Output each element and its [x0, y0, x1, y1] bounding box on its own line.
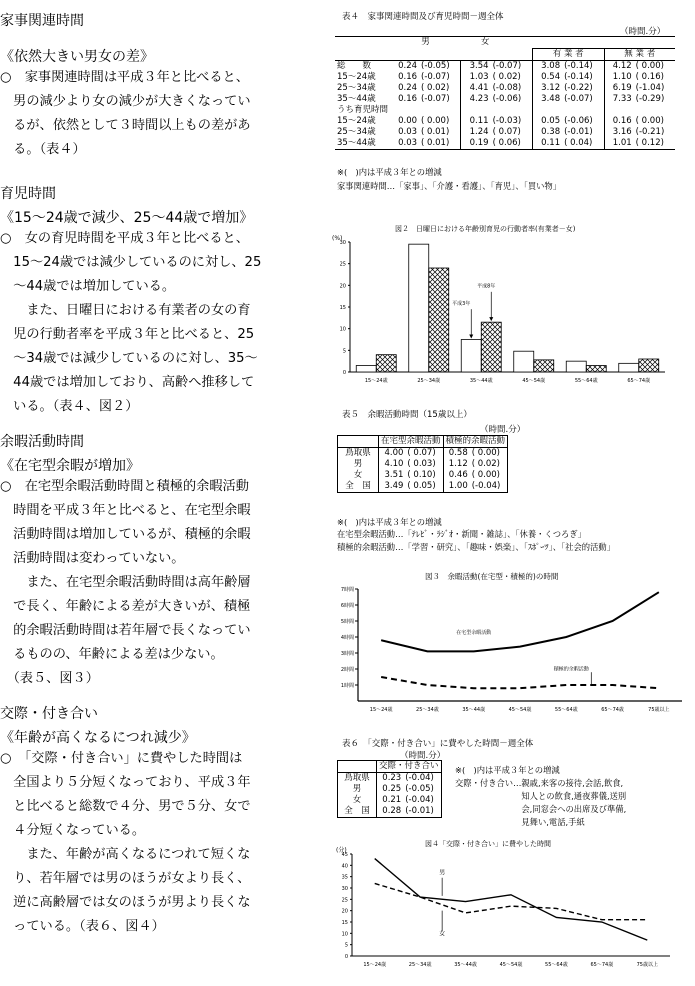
- table-cell: 1.24: [461, 127, 491, 138]
- table-cell: [562, 105, 604, 116]
- paragraph-line: ～44歳では増加している。: [0, 279, 176, 294]
- table-row: [338, 470, 508, 481]
- paragraph-line: 逆に高齢層では女のほうが男より長くな: [0, 895, 251, 910]
- table-cell: 0.03: [398, 137, 418, 148]
- y-tick-label: 30: [341, 886, 348, 892]
- line-active-leisure: [381, 677, 659, 688]
- y-tick-label: 0: [344, 954, 348, 960]
- table-cell: 0.23: [382, 773, 402, 783]
- row-label: 男: [338, 784, 377, 795]
- table-cell: 0.11: [461, 116, 491, 127]
- section-title-leisure: 余暇活動時間: [0, 434, 84, 450]
- table6: [337, 760, 442, 818]
- table-row: [335, 127, 675, 138]
- line-female: [375, 883, 648, 919]
- table-cell: 4.12: [604, 60, 634, 72]
- line-home-leisure: [381, 592, 659, 651]
- row-label: 総 数: [337, 60, 372, 71]
- table-cell: ( 0.12): [635, 137, 664, 148]
- table6-note3: 知人との飲食,通夜葬儀,送別: [455, 791, 627, 801]
- paragraph-line: 時間を平成３年と比べると、在宅型余暇: [0, 503, 251, 518]
- row-label: 男: [338, 459, 379, 470]
- table-cell: (-0.05): [421, 60, 450, 71]
- y-tick-label: 1時間: [340, 683, 354, 689]
- table-cell: ( 0.10): [405, 470, 443, 481]
- table4-title: 表４ 家事関連時間及び育児時間－週全体: [342, 12, 504, 22]
- row-label: 15～24歳: [337, 71, 376, 82]
- table-cell: (-0.14): [564, 60, 593, 71]
- table-cell: 3.49: [384, 481, 404, 491]
- table-cell: 0.28: [382, 806, 402, 816]
- fig2-label-h8: 平成8年: [477, 283, 496, 290]
- row-label: 25～34歳: [337, 82, 376, 93]
- row-label: 35～44歳: [337, 137, 376, 148]
- table-cell: (-0.29): [635, 93, 665, 104]
- table6-note5: 見舞い,電話,手紙: [455, 817, 585, 827]
- table-cell: ( 0.01): [421, 137, 450, 148]
- table-cell: 0.16: [604, 116, 634, 127]
- paragraph-line: ４分短くなっている。: [0, 823, 146, 838]
- table-cell: 1.10: [604, 72, 634, 83]
- x-tick-label: 65～74歳: [601, 707, 624, 713]
- x-tick-label: 35～44歳: [469, 378, 493, 384]
- y-tick-label: 15: [341, 920, 348, 926]
- x-tick-label: 35～44歳: [462, 707, 486, 713]
- table-row: [338, 481, 508, 493]
- paragraph-childcare: [0, 227, 322, 419]
- table-cell: 0.03: [398, 126, 418, 137]
- table-cell: [419, 105, 461, 116]
- fig3-label-active: 積極的余暇活動: [553, 666, 589, 673]
- table-cell: (-0.07): [492, 60, 522, 71]
- row-label: 15～24歳: [337, 115, 376, 126]
- table-cell: 0.16: [398, 93, 418, 104]
- table4-note1: ※( )内は平成３年との増減: [337, 167, 442, 177]
- row-label: 35～44歳: [337, 93, 376, 104]
- y-tick-label: 5: [342, 348, 346, 355]
- x-tick-label: 55～64歳: [574, 378, 598, 384]
- table-cell: 0.58: [448, 448, 468, 458]
- table-cell: ( 0.07): [492, 126, 521, 137]
- bar-h3: [619, 363, 639, 372]
- row-label: 鳥取県: [338, 773, 377, 785]
- paragraph-line: また、在宅型余暇活動時間は高年齢層: [0, 575, 251, 590]
- fig3-chart: [330, 583, 685, 718]
- table-row: [338, 773, 442, 785]
- table-cell: 3.16: [604, 127, 634, 138]
- table-cell: 0.24: [398, 82, 418, 93]
- table-cell: 4.41: [461, 83, 491, 94]
- x-tick-label: 25～34歳: [408, 962, 432, 968]
- y-tick-label: 0: [342, 370, 346, 376]
- paragraph-line: る。（表４）: [0, 142, 86, 157]
- y-tick-label: 20: [341, 908, 348, 915]
- table-row: [338, 806, 442, 818]
- table-cell: 0.38: [532, 127, 562, 138]
- paragraph-social: [0, 747, 322, 939]
- paragraph-line: るが、依然として３時間以上もの差があ: [0, 118, 251, 133]
- table-cell: 0.16: [398, 71, 418, 82]
- paragraph-line: 活動時間は増加しているが、積極的余暇: [0, 527, 251, 542]
- table5: [337, 435, 508, 493]
- section-subtitle-social: 《年齢が高くなるにつれ減少》: [0, 730, 196, 746]
- table4-header-female: 女: [480, 37, 490, 47]
- section-subtitle-leisure: 《在宅型余暇が増加》: [0, 458, 140, 474]
- paragraph-line: 15～24歳では減少しているのに対し、25: [0, 255, 262, 270]
- bar-h3: [409, 244, 429, 372]
- table-cell: ( 0.00): [421, 115, 450, 126]
- table-cell: (-0.06): [492, 93, 522, 104]
- table-cell: ( 0.06): [492, 137, 521, 148]
- table5-note3: 積極的余暇活動…「学習・研究」、「趣味・娯楽」、「ｽﾎﾟｰﾂ」、「社会的活動」: [337, 542, 615, 552]
- table-row: [338, 448, 508, 460]
- table-cell: ( 0.02): [471, 459, 500, 469]
- table-cell: 4.23: [461, 94, 491, 105]
- table-cell: 0.00: [398, 115, 418, 126]
- table-cell: (-0.06): [564, 115, 593, 126]
- paragraph-line: いる。（表４、図２）: [0, 399, 139, 414]
- table-row: [338, 784, 442, 795]
- table-cell: [461, 105, 491, 116]
- table-cell: 0.19: [461, 138, 491, 150]
- table-cell: 7.33: [604, 94, 634, 105]
- row-label: 女: [338, 795, 377, 806]
- table-cell: [634, 105, 675, 116]
- bar-h8: [639, 359, 659, 372]
- paragraph-line: ○ 家事関連時間は平成３年と比べると、: [0, 70, 249, 85]
- table5-header-home: 在宅型余暇活動: [379, 436, 444, 448]
- table-row: [335, 94, 675, 105]
- table-row: [335, 83, 675, 94]
- bar-h3: [514, 351, 534, 372]
- table-cell: (-0.04): [471, 481, 501, 491]
- table-cell: ( 0.00): [635, 60, 664, 71]
- table-cell: 1.00: [448, 481, 468, 491]
- table-cell: 3.48: [532, 94, 562, 105]
- table5-note2: 在宅型余暇活動…「ﾃﾚﾋﾞ・ﾗｼﾞｵ・新聞・雑誌」、「休養・くつろぎ」: [337, 529, 586, 539]
- table-cell: 3.54: [461, 60, 491, 72]
- row-label: うち育児時間: [337, 104, 389, 115]
- x-tick-label: 75歳以上: [636, 962, 658, 968]
- table-cell: (-0.22): [564, 82, 593, 93]
- table6-note2: 交際・付き合い…親戚,来客の接待,会話,飲食,: [455, 778, 624, 788]
- table-cell: 0.46: [448, 470, 468, 480]
- fig3-label-home: 在宅型余暇活動: [456, 629, 492, 636]
- x-tick-label: 25～34歳: [416, 707, 439, 713]
- fig2-chart: [330, 232, 670, 392]
- table6-note1: ※( )内は平成３年との増減: [455, 765, 560, 775]
- paragraph-line: 男の減少より女の減少が大きくなってい: [0, 94, 251, 109]
- table5-header-active: 積極的余暇活動: [445, 436, 506, 446]
- arrowhead: [489, 317, 493, 321]
- y-tick-label: 20: [339, 283, 346, 290]
- bar-h3: [566, 361, 586, 372]
- table-cell: [390, 105, 419, 116]
- row-label: 女: [338, 470, 379, 481]
- table-cell: ( 0.00): [471, 470, 500, 480]
- table-cell: (-0.01): [564, 126, 593, 137]
- bar-h8: [534, 360, 554, 372]
- fig4-y-unit: (分): [336, 847, 347, 854]
- paragraph-line: 的余暇活動時間は若年層で長くなってい: [0, 623, 251, 638]
- bar-h8: [429, 268, 449, 372]
- table-cell: ( 0.07): [405, 448, 443, 460]
- table-cell: 6.19: [604, 83, 634, 94]
- table-cell: ( 0.03): [405, 459, 443, 470]
- fig3-title: 図３ 余暇活動(在宅型・積極的)の時間: [425, 572, 559, 581]
- x-tick-label: 35～44歳: [454, 962, 477, 968]
- table-cell: (-0.08): [492, 82, 522, 93]
- table5-title: 表５ 余暇活動時間（15歳以上）: [342, 410, 472, 420]
- paragraph-line: ○ 女の育児時間を平成３年と比べると、: [0, 231, 249, 246]
- paragraph-line: また、日曜日における有業者の女の育: [0, 303, 251, 318]
- row-label: 全 国: [338, 481, 379, 493]
- bar-h8: [586, 366, 606, 373]
- table-cell: ( 0.00): [635, 115, 664, 126]
- table-cell: (-0.04): [405, 773, 434, 783]
- fig2-label-h3: 平成3年: [452, 300, 471, 307]
- paragraph-line: 活動時間は変わっていない。: [0, 551, 185, 566]
- table4-note2: 家事関連時間…「家事」、「介護・看護」、「育児」、「買い物」: [337, 181, 562, 191]
- table-cell: (-0.07): [421, 93, 450, 104]
- table-cell: 0.24: [398, 60, 418, 71]
- bar-h8: [481, 322, 501, 372]
- table6-unit: （時間.分）: [400, 751, 446, 761]
- arrowhead: [469, 335, 473, 339]
- table-row: [335, 138, 675, 150]
- paragraph-line: で長く、年齢による差が大きいが、積極: [0, 599, 251, 614]
- table-cell: (-0.04): [405, 795, 434, 805]
- table-cell: (-0.03): [492, 115, 522, 126]
- table-cell: (-0.01): [405, 806, 434, 816]
- table4-unit: （時間.分）: [620, 27, 666, 37]
- x-tick-label: 25～34歳: [417, 378, 441, 384]
- paragraph-line: るものの、年齢による差は少ない。: [0, 647, 224, 662]
- y-tick-label: 2時間: [340, 667, 354, 673]
- paragraph-line: 児の行動者率を平成３年と比べると、25: [0, 327, 255, 342]
- paragraph-line: 全国より５分短くなっており、平成３年: [0, 775, 251, 790]
- fig4-title: 図４「交際・付き合い」に費やした時間: [425, 840, 551, 848]
- fig4-label-male: 男: [439, 869, 446, 877]
- table-cell: 0.05: [532, 116, 562, 127]
- y-tick-label: 5時間: [340, 619, 354, 625]
- section-subtitle-childcare: 《15～24歳で減少、25～44歳で増加》: [0, 210, 254, 226]
- table-cell: 1.01: [604, 138, 634, 150]
- table6-header-social: 交際・付き合い: [379, 761, 439, 771]
- table-cell: 4.10: [384, 459, 404, 469]
- y-tick-label: 10: [339, 326, 346, 333]
- table-cell: ( 0.02): [492, 71, 521, 82]
- table6-title: 表６ 「交際・付き合い」に費やした時間－週全体: [342, 739, 534, 749]
- y-tick-label: 3時間: [340, 651, 354, 657]
- paragraph-line: っている。（表６、図４）: [0, 919, 165, 934]
- x-tick-label: 15～24歳: [369, 707, 393, 713]
- paragraph-leisure: [0, 475, 322, 691]
- x-tick-label: 65～74歳: [590, 962, 614, 968]
- table-cell: [491, 105, 533, 116]
- fig2-title: 図２ 日曜日における年齢別育児の行動者率(有業者－女): [395, 225, 576, 233]
- section-subtitle-housework: 《依然大きい男女の差》: [0, 49, 154, 65]
- table-cell: [532, 105, 562, 116]
- table-cell: (-1.04): [635, 82, 665, 93]
- section-title-social: 交際・付き合い: [0, 706, 98, 722]
- table5-unit: （時間.分）: [480, 425, 526, 435]
- table-row: [335, 60, 675, 72]
- y-tick-label: 15: [339, 305, 346, 311]
- table-cell: ( 0.01): [421, 126, 450, 137]
- table-cell: 0.54: [532, 72, 562, 83]
- y-tick-label: 4時間: [340, 635, 354, 641]
- y-tick-label: 40: [341, 863, 348, 870]
- table4-header-male: 男: [421, 37, 430, 47]
- table4: [335, 36, 675, 150]
- fig2-y-unit: (%): [332, 235, 343, 242]
- paragraph-line: ～34歳では減少しているのに対し、35～: [0, 351, 258, 366]
- table-cell: (-0.07): [421, 71, 450, 82]
- paragraph-line: また、年齢が高くなるにつれて短くな: [0, 847, 251, 862]
- y-tick-label: 10: [341, 931, 348, 938]
- paragraph-housework: [0, 66, 322, 162]
- section-title-housework: 家事関連時間: [0, 13, 84, 29]
- y-tick-label: 5: [344, 942, 348, 949]
- y-tick-label: 7時間: [340, 587, 354, 593]
- paragraph-line: （表５、図３）: [0, 671, 99, 686]
- table4-header-employed: 有 業 者: [532, 48, 604, 60]
- x-tick-label: 15～24歳: [363, 962, 387, 968]
- table-cell: 3.51: [384, 470, 404, 480]
- table-cell: 0.21: [382, 795, 402, 805]
- paragraph-line: 44歳では増加しており、高齢へ推移して: [0, 375, 255, 390]
- paragraph-line: ○ 在宅型余暇活動時間と積極的余暇活動: [0, 479, 249, 494]
- x-tick-label: 15～24歳: [364, 378, 388, 384]
- y-tick-label: 25: [339, 261, 346, 268]
- y-tick-label: 30: [339, 240, 346, 246]
- table-cell: ( 0.00): [471, 448, 500, 458]
- y-tick-label: 35: [341, 874, 348, 881]
- line-male: [375, 859, 648, 941]
- fig4-chart: [330, 844, 685, 984]
- paragraph-line: り、若年層では男のほうが女より長く、: [0, 871, 251, 886]
- table-cell: ( 0.05): [405, 481, 443, 493]
- table-cell: 3.08: [532, 60, 562, 72]
- table-row: [338, 795, 442, 806]
- table-cell: ( 0.02): [421, 82, 450, 93]
- table-cell: 1.03: [461, 72, 491, 83]
- x-tick-label: 55～64歳: [545, 962, 568, 968]
- y-tick-label: 6時間: [340, 603, 354, 609]
- table-row: [335, 105, 675, 116]
- table-cell: (-0.05): [405, 784, 434, 794]
- section-title-childcare: 育児時間: [0, 186, 56, 202]
- table5-note1: ※( )内は平成３年との増減: [337, 517, 442, 527]
- bar-h8: [376, 355, 396, 372]
- x-tick-label: 55～64歳: [554, 707, 578, 713]
- table-cell: 1.12: [448, 459, 468, 469]
- paragraph-line: ○ 「交際・付き合い」に費やした時間は: [0, 751, 243, 766]
- y-tick-label: 25: [341, 897, 348, 904]
- table-cell: (-0.07): [564, 93, 593, 104]
- x-tick-label: 75歳以上: [648, 707, 670, 713]
- x-tick-label: 45～54歳: [522, 378, 546, 384]
- table-cell: (-0.21): [635, 126, 665, 137]
- table-row: [338, 459, 508, 470]
- y-tick-label: 45: [341, 852, 348, 858]
- table-cell: 0.25: [382, 784, 402, 794]
- table-cell: ( 0.16): [635, 71, 664, 82]
- table-cell: 0.11: [532, 138, 562, 150]
- bar-h3: [461, 340, 481, 373]
- table-cell: 4.00: [384, 448, 404, 458]
- row-label: 25～34歳: [337, 126, 376, 137]
- paragraph-line: と比べると総数で４分、男で５分、女で: [0, 799, 251, 814]
- table-row: [335, 116, 675, 127]
- x-tick-label: 45～54歳: [508, 707, 532, 713]
- table4-header-unemployed: 無 業 者: [604, 48, 675, 60]
- table-cell: (-0.14): [564, 71, 593, 82]
- table-cell: [604, 105, 634, 116]
- row-label: 全 国: [338, 806, 377, 818]
- table-cell: 3.12: [532, 83, 562, 94]
- row-label: 鳥取県: [338, 448, 379, 460]
- table-row: [335, 72, 675, 83]
- x-tick-label: 45～54歳: [499, 962, 523, 968]
- bar-h3: [356, 366, 376, 373]
- table6-note4: 会,同窓会への出席及び準備,: [455, 804, 627, 814]
- fig4-label-female: 女: [439, 930, 446, 938]
- table-cell: ( 0.04): [564, 137, 593, 148]
- x-tick-label: 65～74歳: [627, 378, 651, 384]
